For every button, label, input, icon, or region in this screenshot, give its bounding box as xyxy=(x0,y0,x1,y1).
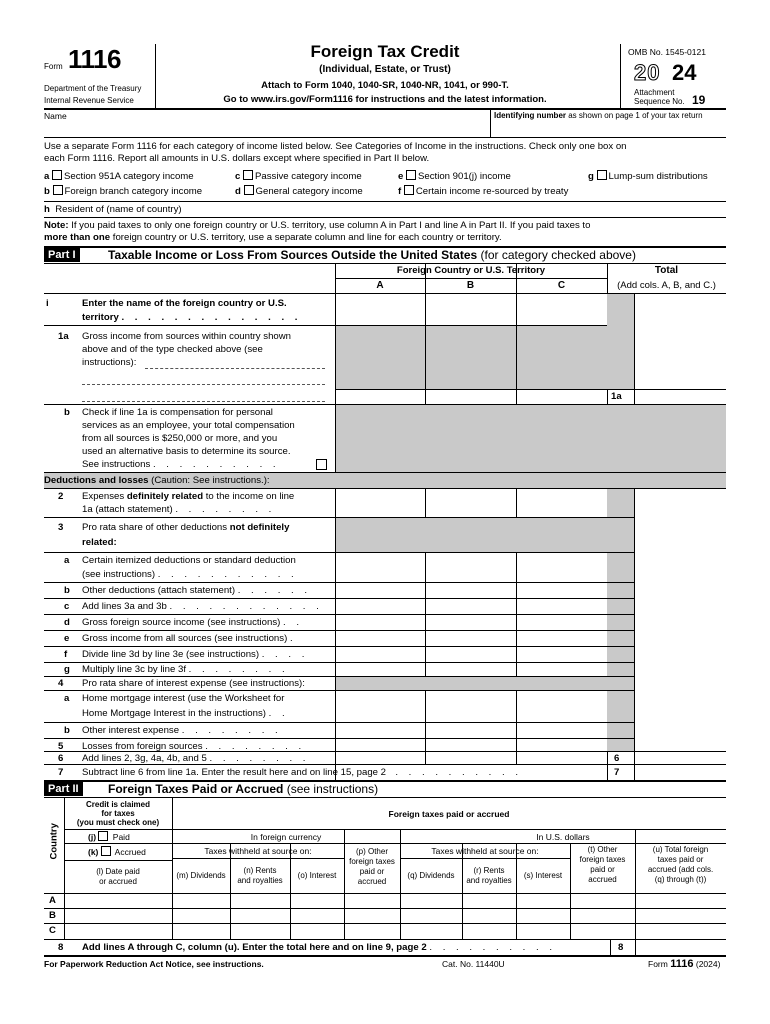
year-outline: 20 xyxy=(634,60,661,85)
resident-label: h Resident of (name of country) xyxy=(44,204,182,215)
line-1a-col-b-input[interactable] xyxy=(426,389,516,404)
line-8-text: Add lines A through C, column (u). Enter the total here and on line 9, page 2 . . . . . . . . . . xyxy=(82,942,557,953)
part2-title: Foreign Taxes Paid or Accrued (see instructions) xyxy=(108,782,379,796)
line-6-ref: 6 xyxy=(614,753,620,764)
col-p-header-1: (p) Other xyxy=(355,847,388,856)
category-g: g Lump-sum distributions xyxy=(588,171,708,182)
col-c-header: C xyxy=(557,280,566,291)
line-3d-text: Gross foreign source income (see instructions) . . xyxy=(82,617,304,628)
col-a-header: A xyxy=(376,280,384,291)
lines-3b-3g-col-b-inputs[interactable] xyxy=(426,583,516,676)
line-3b-text: Other deductions (attach statement) . . . . . . xyxy=(82,585,312,596)
credit-claimed-1: Credit is claimed xyxy=(85,800,151,809)
row-b-label: B xyxy=(49,910,56,921)
line-2-col-a-input[interactable] xyxy=(336,489,425,517)
line-4a-text1: Home mortgage interest (use the Worksheet for xyxy=(82,693,285,704)
line-2-col-c-input[interactable] xyxy=(517,489,607,517)
line-3d-number: d xyxy=(64,617,70,628)
col-r-header-1: (r) Rents xyxy=(473,866,505,875)
row-c-label: C xyxy=(49,925,56,936)
date-paid-header-2: or accrued xyxy=(99,877,137,886)
col-p-header-2: foreign taxes xyxy=(349,857,395,866)
line-3g-number: g xyxy=(64,664,70,675)
line-4-number: 4 xyxy=(58,678,64,689)
col-o-header: (o) Interest xyxy=(297,871,337,880)
line-3f-number: f xyxy=(64,649,68,660)
line-4a-number: a xyxy=(64,693,70,704)
intro-line2: each Form 1116. Report all amounts in U.S. dollars except where specified in Part II below. xyxy=(44,153,430,164)
foreign-taxes-group-header: Foreign taxes paid or accrued xyxy=(388,809,510,819)
line-3a-number: a xyxy=(64,555,70,566)
part1-tag: Part I xyxy=(44,248,80,262)
identifying-number-field[interactable] xyxy=(494,120,726,136)
name-field[interactable] xyxy=(44,118,490,136)
line-8-ref: 8 xyxy=(618,942,624,953)
line-3-text1: Pro rata share of other deductions not definitely xyxy=(82,522,290,533)
line-4b-number: b xyxy=(64,725,70,736)
accrued-option: (k) Accrued xyxy=(88,847,146,857)
category-f: f Certain income re-sourced by treaty xyxy=(398,186,569,197)
deductions-heading: Deductions and losses (Caution: See instructions.): xyxy=(44,475,270,486)
date-paid-header-1: (l) Date paid xyxy=(96,867,140,876)
category-e-checkbox[interactable] xyxy=(406,170,416,180)
note-line2: more than one foreign country or U.S. territory, use a separate column and line for each country or territory. xyxy=(44,232,502,243)
in-us-dollars-header: In U.S. dollars xyxy=(536,832,590,842)
country-label: Country xyxy=(48,823,60,860)
col-t-header-3: paid or xyxy=(590,865,615,874)
identifying-number-label: Identifying number as shown on page 1 of your tax return xyxy=(494,111,703,120)
line-2-text1: Expenses definitely related to the income on line xyxy=(82,491,295,502)
withheld-us-header: Taxes withheld at source on: xyxy=(431,846,539,856)
col-u-header-2: taxes paid or xyxy=(657,855,704,864)
form-word: Form xyxy=(44,62,63,71)
intro-line1: Use a separate Form 1116 for each category of income listed below. See Categories of Income in the instructions. Check only one box on xyxy=(44,141,627,152)
lines-3b-3g-col-a-inputs[interactable] xyxy=(336,583,425,676)
year-bold: 24 xyxy=(672,60,697,85)
credit-claimed-3: (you must check one) xyxy=(76,818,160,827)
col-p-header-4: accrued xyxy=(357,877,387,886)
row-c-inputs[interactable] xyxy=(65,924,726,939)
line-7-number: 7 xyxy=(58,767,64,778)
category-a: a Section 951A category income xyxy=(44,171,194,182)
credit-claimed-2: for taxes xyxy=(101,809,135,818)
col-t-header-1: (t) Other xyxy=(587,845,618,854)
lines-4a-5-col-b-inputs[interactable] xyxy=(426,691,516,751)
line-4b-text: Other interest expense . . . . . . . . xyxy=(82,725,282,736)
line-3a-col-c-input[interactable] xyxy=(517,553,607,582)
attachment-label: Attachment xyxy=(634,88,675,97)
col-r-header-2: and royalties xyxy=(466,876,512,885)
col-n-header-2: and royalties xyxy=(237,876,283,885)
form-number: 1116 xyxy=(68,44,121,74)
line-3a-text2: (see instructions) . . . . . . . . . . . xyxy=(82,569,298,580)
resident-country-field[interactable] xyxy=(210,203,726,216)
name-label: Name xyxy=(44,111,67,121)
lines-3b-3g-col-c-inputs[interactable] xyxy=(517,583,607,676)
category-c-checkbox[interactable] xyxy=(243,170,253,180)
category-e: e Section 901(j) income xyxy=(398,171,511,182)
dept-line2: Internal Revenue Service xyxy=(44,96,134,105)
line-1b-text4: used an alternative basis to determine its source. xyxy=(82,446,291,457)
paid-option: (j) Paid xyxy=(88,832,130,842)
col-u-header-3: accrued (add cols. xyxy=(647,865,714,874)
col-group-header: Foreign Country or U.S. Territory xyxy=(396,265,546,276)
line-1b-text3: from all sources is $250,000 or more, and you xyxy=(82,433,278,444)
line-6-inputs[interactable] xyxy=(336,752,607,764)
category-f-checkbox[interactable] xyxy=(404,185,414,195)
line-4-text: Pro rata share of interest expense (see instructions): xyxy=(82,678,305,689)
col-m-header: (m) Dividends xyxy=(176,871,226,880)
line-3e-text: Gross income from all sources (see instructions) . xyxy=(82,633,297,644)
lines-4a-5-col-c-inputs[interactable] xyxy=(517,691,607,751)
line-1b-text2: services as an employee, your total compensation xyxy=(82,420,295,431)
part2-tag: Part II xyxy=(44,782,83,796)
line-3-number: 3 xyxy=(58,522,64,533)
line-1a-text1: Gross income from sources within country shown xyxy=(82,331,292,342)
line-3a-text1: Certain itemized deductions or standard deduction xyxy=(82,555,296,566)
footer-form-id: Form 1116 (2024) xyxy=(648,958,721,970)
col-t-header-2: foreign taxes xyxy=(579,855,626,864)
line-5-number: 5 xyxy=(58,741,64,752)
in-foreign-currency-header: In foreign currency xyxy=(250,832,322,842)
line-3-text2: related: xyxy=(82,537,117,548)
line-i-col-a-input[interactable] xyxy=(336,294,425,325)
line-3g-text: Multiply line 3c by line 3f . . . . . . . . xyxy=(82,664,289,675)
omb-number: OMB No. 1545-0121 xyxy=(628,47,706,57)
catalog-number: Cat. No. 11440U xyxy=(442,959,505,969)
line-2-number: 2 xyxy=(58,491,64,502)
category-b: b Foreign branch category income xyxy=(44,186,203,197)
line-7-ref: 7 xyxy=(614,767,620,778)
line-1a-text2: above and of the type checked above (see xyxy=(82,344,263,355)
line-i-number: i xyxy=(46,298,49,309)
line-i-col-c-input[interactable] xyxy=(517,294,607,325)
line-1b-text5: See instructions . . . . . . . . . . xyxy=(82,459,280,470)
line-1a-col-a-input[interactable] xyxy=(336,389,425,404)
line-3b-number: b xyxy=(64,585,70,596)
line-1a-total-input[interactable] xyxy=(635,389,726,404)
lines-4a-5-col-a-inputs[interactable] xyxy=(336,691,425,751)
form-title: Foreign Tax Credit xyxy=(310,42,460,61)
form-subtitle: (Individual, Estate, or Trust) xyxy=(319,64,451,75)
line-7-total-input[interactable] xyxy=(635,765,726,779)
category-b-checkbox[interactable] xyxy=(53,185,63,195)
col-u-header-4: (q) through (t)) xyxy=(654,875,707,884)
category-d-checkbox[interactable] xyxy=(244,185,254,195)
accrued-checkbox[interactable] xyxy=(101,846,111,856)
paperwork-notice: For Paperwork Reduction Act Notice, see instructions. xyxy=(44,959,264,969)
line-3f-text: Divide line 3d by line 3e (see instructions) . . . . xyxy=(82,649,309,660)
line-6-number: 6 xyxy=(58,753,64,764)
category-g-checkbox[interactable] xyxy=(597,170,607,180)
dept-line1: Department of the Treasury xyxy=(44,84,142,93)
category-d: d General category income xyxy=(235,186,363,197)
total-subheader: (Add cols. A, B, and C.) xyxy=(617,280,716,291)
paid-checkbox[interactable] xyxy=(98,831,108,841)
col-u-header-1: (u) Total foreign xyxy=(652,845,709,854)
attach-instruction: Attach to Form 1040, 1040-SR, 1040-NR, 1041, or 990-T. xyxy=(261,80,509,91)
line-3a-col-b-input[interactable] xyxy=(426,553,516,582)
col-s-header: (s) Interest xyxy=(523,871,563,880)
line-6-text: Add lines 2, 3g, 4a, 4b, and 5 . . . . . . . . xyxy=(82,753,310,764)
sequence-label: Sequence No. xyxy=(634,97,685,106)
withheld-foreign-header: Taxes withheld at source on: xyxy=(204,846,312,856)
line-2-col-b-input[interactable] xyxy=(426,489,516,517)
row-b-inputs[interactable] xyxy=(65,909,726,923)
line-1a-ref: 1a xyxy=(611,391,622,402)
note-line1: Note: If you paid taxes to only one foreign country or U.S. territory, use column A in Part I and line A in Part II. If you paid taxes to xyxy=(44,220,591,231)
line-4a-text2: Home Mortgage Interest in the instructions) . . xyxy=(82,708,289,719)
col-t-header-4: accrued xyxy=(588,875,617,884)
line-1a-col-c-input[interactable] xyxy=(517,389,607,404)
line-7-text: Subtract line 6 from line 1a. Enter the result here and on line 15, page 2 . . . . . . . . . . xyxy=(82,767,522,778)
col-q-header: (q) Dividends xyxy=(407,871,455,880)
row-a-inputs[interactable] xyxy=(65,894,726,908)
category-a-checkbox[interactable] xyxy=(52,170,62,180)
line-3e-number: e xyxy=(64,633,70,644)
category-c: c Passive category income xyxy=(235,171,362,182)
line-2-text2: 1a (attach statement) . . . . . . . . xyxy=(82,504,276,515)
line-1a-text3: instructions): xyxy=(82,357,137,368)
line-i-text2: territory . . . . . . . . . . . . . . xyxy=(82,312,302,323)
col-n-header-1: (n) Rents xyxy=(243,866,277,875)
goto-instruction: Go to www.irs.gov/Form1116 for instructions and the latest information. xyxy=(223,94,547,105)
part1-title: Taxable Income or Loss From Sources Outside the United States (for category checked above) xyxy=(108,248,636,262)
line-1b-number: b xyxy=(64,407,70,418)
sequence-number: 19 xyxy=(692,93,706,107)
row-a-label: A xyxy=(49,895,56,906)
line-1b-text1: Check if line 1a is compensation for personal xyxy=(82,407,273,418)
total-header: Total xyxy=(654,265,679,276)
line-8-number: 8 xyxy=(58,942,64,953)
col-b-header: B xyxy=(466,280,475,291)
line-i-col-b-input[interactable] xyxy=(426,294,516,325)
col-p-header-3: paid or xyxy=(359,867,385,876)
line-3c-number: c xyxy=(64,601,70,612)
line-1b-checkbox[interactable] xyxy=(316,459,327,470)
line-3a-col-a-input[interactable] xyxy=(336,553,425,582)
line-i-text: Enter the name of the foreign country or U.S. xyxy=(82,298,287,309)
line-3c-text: Add lines 3a and 3b . . . . . . . . . . . . xyxy=(82,601,323,612)
line-6-total-input[interactable] xyxy=(635,752,726,764)
line-5-text: Losses from foreign sources . . . . . . . . xyxy=(82,741,306,752)
line-1a-number: 1a xyxy=(58,331,69,342)
line-8-total-input[interactable] xyxy=(636,940,726,955)
